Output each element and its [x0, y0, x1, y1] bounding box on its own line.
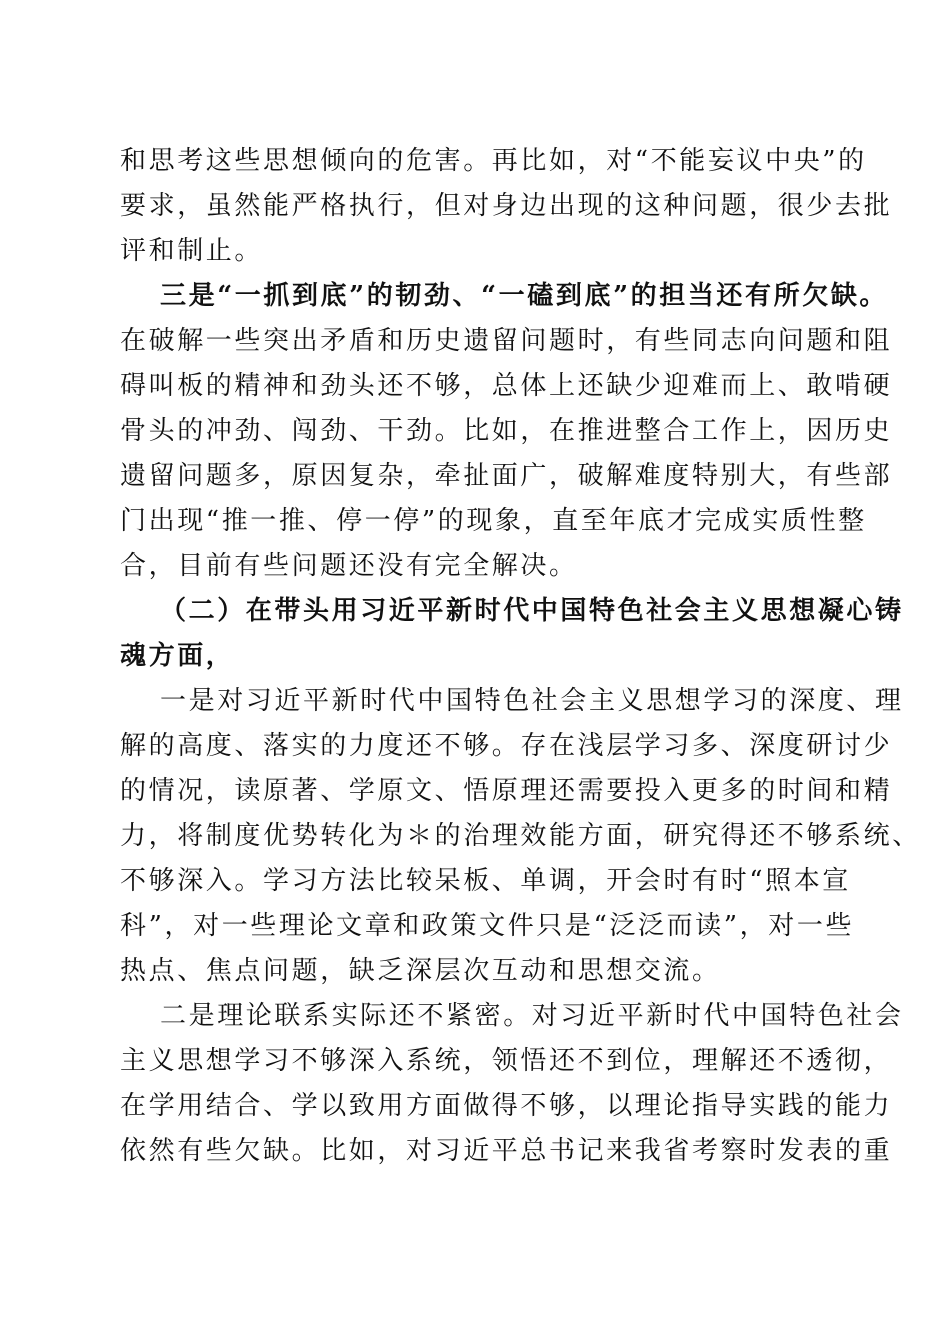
section-heading: （二）在带头用习近平新时代中国特色社会主义思想凝心铸 [160, 596, 904, 626]
paragraph-line: 评和制止。 [120, 236, 264, 266]
paragraph-line: 和思考这些思想倾向的危害。再比如，对“不能妄议中央”的 [120, 146, 867, 176]
paragraph-line: 依然有些欠缺。比如，对习近平总书记来我省考察时发表的重 [120, 1136, 893, 1166]
paragraph-line: 碍叫板的精神和劲头还不够，总体上还缺少迎难而上、敢啃硬 [120, 371, 893, 401]
paragraph-line: 骨头的冲劲、闯劲、干劲。比如，在推进整合工作上，因历史 [120, 416, 893, 446]
paragraph-line: 一是对习近平新时代中国特色社会主义思想学习的深度、理 [160, 686, 904, 716]
paragraph-line: 合，目前有些问题还没有完全解决。 [120, 551, 578, 581]
paragraph-line: 在破解一些突出矛盾和历史遗留问题时，有些同志向问题和阻 [120, 326, 893, 356]
paragraph-line: 遗留问题多，原因复杂，牵扯面广，破解难度特别大，有些部 [120, 461, 893, 491]
paragraph-line: 力，将制度优势转化为＊的治理效能方面，研究得还不够系统、 [120, 821, 921, 851]
paragraph-line: 主义思想学习不够深入系统，领悟还不到位，理解还不透彻， [120, 1046, 893, 1076]
paragraph-line: 的情况，读原著、学原文、悟原理还需要投入更多的时间和精 [120, 776, 893, 806]
paragraph-line: 在学用结合、学以致用方面做得不够，以理论指导实践的能力 [120, 1091, 893, 1121]
paragraph-line: 门出现“推一推、停一停”的现象，直至年底才完成实质性整 [120, 506, 867, 536]
paragraph-line: 不够深入。学习方法比较呆板、单调，开会时有时“照本宣 [120, 866, 851, 896]
paragraph-line: 解的高度、落实的力度还不够。存在浅层学习多、深度研讨少 [120, 731, 893, 761]
paragraph-line: 三是“一抓到底”的韧劲、“一磕到底”的担当还有所欠缺。 [160, 281, 889, 311]
paragraph-line: 科”，对一些理论文章和政策文件只是“泛泛而读”，对一些 [120, 911, 855, 941]
paragraph-line: 二是理论联系实际还不紧密。对习近平新时代中国特色社会 [160, 1001, 904, 1031]
section-heading: 魂方面， [120, 641, 235, 671]
paragraph-line: 要求，虽然能严格执行，但对身边出现的这种问题，很少去批 [120, 191, 893, 221]
paragraph-line: 热点、焦点问题，缺乏深层次互动和思想交流。 [120, 956, 721, 986]
